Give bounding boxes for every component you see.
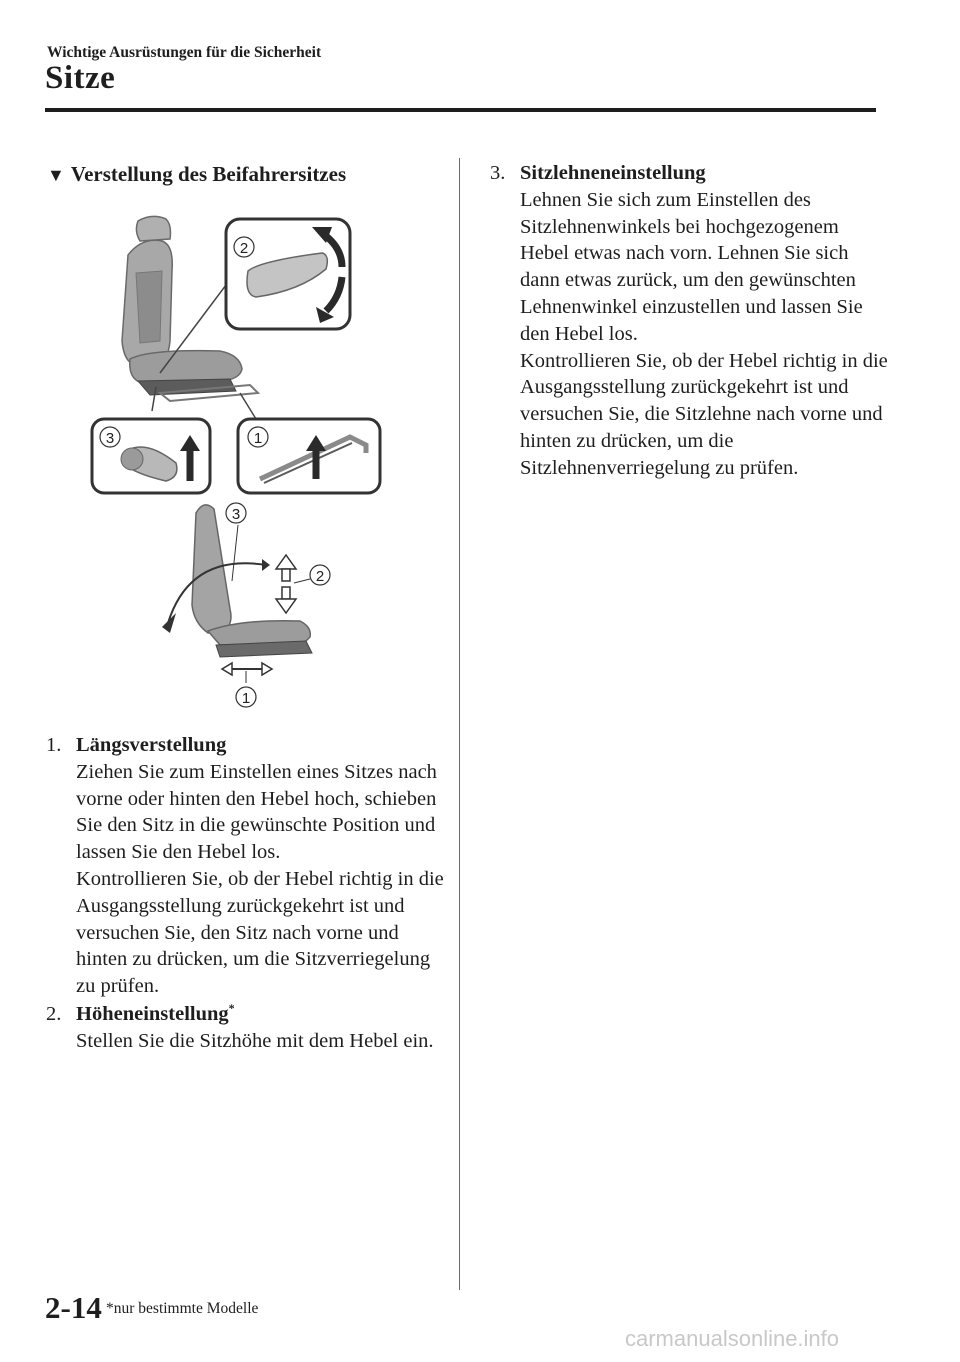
height-arrows — [276, 555, 310, 613]
item-title: Höheneinstellung* — [76, 1000, 235, 1025]
subsection-heading — [47, 160, 346, 189]
slide-arrow — [222, 663, 272, 683]
triangle-marker-icon: ▼ — [47, 165, 65, 185]
item-title: Sitzlehneneinstellung — [520, 162, 706, 184]
instruction-list-left — [46, 732, 446, 1056]
item-title: Längsverstellung — [76, 734, 227, 756]
instruction-list-right — [490, 160, 890, 483]
item-number: 2. — [46, 1002, 62, 1025]
page-number: 2-14 — [45, 1290, 102, 1325]
item-paragraph: Stellen Sie die Sitzhöhe mit dem Hebel ein. — [76, 1029, 434, 1052]
title-rule — [45, 108, 876, 112]
seat-adjustment-figure — [90, 213, 390, 713]
callout-number: 1 — [241, 690, 251, 707]
callout-number: 3 — [105, 430, 115, 447]
seat-side-view — [162, 503, 330, 707]
page-title: Sitze — [45, 60, 116, 96]
subsection-title: Verstellung des Beifahrersitzes — [70, 162, 347, 186]
list-item — [46, 1001, 446, 1055]
item-number: 1. — [46, 734, 62, 756]
inset-height-lever — [92, 419, 210, 493]
list-item — [46, 732, 446, 1000]
section-label: Wichtige Ausrüstungen für die Sicherheit — [47, 44, 322, 61]
column-divider — [459, 158, 460, 1290]
inset-slide-lever — [238, 419, 380, 493]
inset-backrest-lever — [226, 219, 350, 329]
item-paragraph: Ziehen Sie zum Einstellen eines Sitzes nach vorne oder hinten den Hebel hoch, schieben Sie den Sitz in die gewünschte Position und lassen Sie den Hebel los. — [76, 760, 437, 864]
item-number: 3. — [490, 162, 506, 184]
footnote-mark: * — [228, 1000, 235, 1015]
item-paragraph: Kontrollieren Sie, ob der Hebel richtig in die Ausgangsstellung zurückgekehrt ist und versuchen Sie, die Sitzlehne nach vorne und hinten zu drücken, um die Sitzlehnenverriegelung zu prüfen. — [520, 349, 888, 479]
callout-number: 2 — [239, 240, 249, 257]
watermark: carmanualsonline.info — [625, 1326, 840, 1351]
footnote: *nur bestimmte Modelle — [106, 1300, 259, 1317]
callout-number: 1 — [253, 430, 263, 447]
item-paragraph: Lehnen Sie sich zum Einstellen des Sitzlehnenwinkels bei hochgezogenem Hebel etwas nach vorn. Lehnen Sie sich dann etwas zurück, um den gewünschten Lehnenwinkel einzustellen und lassen Sie den Hebel los. — [520, 188, 863, 345]
callout-number: 3 — [231, 506, 241, 523]
callout-number: 2 — [315, 568, 325, 585]
item-paragraph: Kontrollieren Sie, ob der Hebel richtig in die Ausgangsstellung zurückgekehrt ist und versuchen Sie, den Sitz nach vorne und hinten zu drücken, um die Sitzverriegelung zu prüfen. — [76, 867, 444, 998]
list-item — [490, 160, 890, 482]
